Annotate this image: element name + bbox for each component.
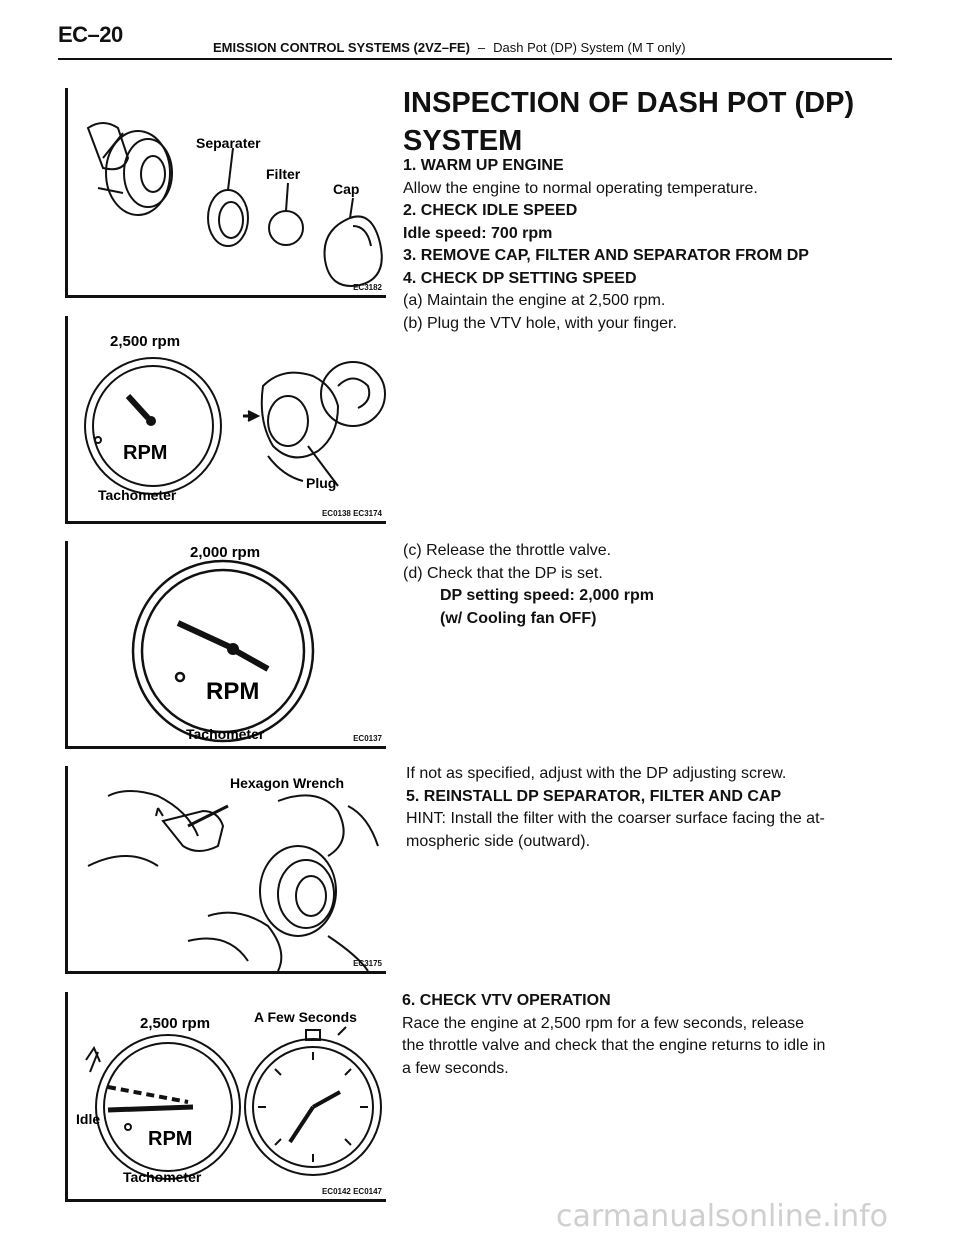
rpm-value-label: 2,500 rpm bbox=[110, 333, 181, 350]
page-title: INSPECTION OF DASH POT (DP) SYSTEM bbox=[403, 87, 855, 157]
tachometer-caption: Tachometer bbox=[98, 487, 177, 503]
idle-label: Idle bbox=[76, 1111, 101, 1127]
step-4-heading: 4. CHECK DP SETTING SPEED bbox=[403, 269, 637, 287]
filter-label: Filter bbox=[266, 166, 301, 182]
step-6 bbox=[402, 990, 872, 1080]
header-separator: – bbox=[477, 40, 486, 55]
dial-rpm-text: RPM bbox=[148, 1128, 193, 1150]
figure-code: EC0137 bbox=[353, 734, 382, 743]
tachometer-caption: Tachometer bbox=[186, 726, 265, 742]
hexagon-wrench-illustration bbox=[68, 766, 386, 971]
page-number: EC–20 bbox=[58, 22, 123, 47]
step-1-text: Allow the engine to normal operating temperature. bbox=[403, 179, 758, 197]
figure-code: EC0142 EC0147 bbox=[321, 1187, 382, 1196]
figure-dp-components bbox=[65, 88, 386, 298]
figure-dp-setting-speed bbox=[65, 541, 386, 749]
step-3-heading: 3. REMOVE CAP, FILTER AND SEPARATOR FROM DP bbox=[403, 247, 809, 264]
idle-speed-spec: Idle speed: 700 rpm bbox=[403, 224, 553, 242]
figure-vtv-operation bbox=[65, 992, 386, 1202]
rpm-value-label: 2,500 rpm bbox=[140, 1015, 211, 1032]
step-6-heading: 6. CHECK VTV OPERATION bbox=[402, 992, 611, 1009]
hint-line-1: HINT: Install the filter with the coarser surface facing the at- bbox=[406, 810, 825, 827]
step-1-heading: 1. WARM UP ENGINE bbox=[403, 157, 564, 174]
step-6-line-1: Race the engine at 2,500 rpm for a few seconds, release bbox=[402, 1014, 805, 1032]
cap-label: Cap bbox=[333, 181, 360, 197]
step-6-line-2: the throttle valve and check that the engine returns to idle in bbox=[402, 1037, 826, 1054]
adjust-text: If not as specified, adjust with the DP adjusting screw. bbox=[406, 765, 787, 782]
a-few-seconds-label: A Few Seconds bbox=[254, 1009, 357, 1025]
tachometer-stopwatch-illustration bbox=[68, 992, 386, 1199]
dial-rpm-text: RPM bbox=[206, 678, 260, 705]
dp-components-illustration bbox=[68, 88, 386, 295]
step-4d-text: (d) Check that the DP is set. bbox=[403, 564, 603, 582]
tachometer-2000-illustration bbox=[68, 541, 386, 746]
step-5-heading: 5. REINSTALL DP SEPARATOR, FILTER AND CAP bbox=[406, 787, 782, 805]
rpm-value-label: 2,000 rpm bbox=[190, 544, 261, 561]
step-4c-text: (c) Release the throttle valve. bbox=[403, 542, 612, 559]
running-header bbox=[213, 40, 686, 55]
tachometer-caption: Tachometer bbox=[123, 1169, 202, 1185]
dial-rpm-text: RPM bbox=[123, 442, 168, 464]
separator-label: Separater bbox=[196, 135, 261, 151]
subsection-title: Dash Pot (DP) System (M T only) bbox=[493, 40, 686, 55]
cooling-fan-spec: (w/ Cooling fan OFF) bbox=[440, 609, 597, 627]
step-6-line-3: a few seconds. bbox=[402, 1059, 509, 1077]
step-4a-text: (a) Maintain the engine at 2,500 rpm. bbox=[403, 292, 666, 309]
hint-line-2: mospheric side (outward). bbox=[406, 832, 591, 850]
figure-plug-vtv-hole bbox=[65, 316, 386, 524]
steps-1-to-4 bbox=[403, 155, 873, 335]
section-title: EMISSION CONTROL SYSTEMS (2VZ–FE) bbox=[213, 40, 470, 55]
hexagon-wrench-label: Hexagon Wrench bbox=[230, 775, 345, 791]
figure-code: EC3182 bbox=[353, 283, 382, 292]
header-rule bbox=[58, 58, 892, 60]
figure-adjust-dp-screw bbox=[65, 766, 386, 974]
figure-code: EC0138 EC3174 bbox=[321, 509, 382, 518]
step-4b-text: (b) Plug the VTV hole, with your finger. bbox=[403, 314, 677, 332]
step-5 bbox=[406, 763, 876, 853]
dp-setting-speed-spec: DP setting speed: 2,000 rpm bbox=[440, 587, 654, 604]
steps-4c-4d bbox=[403, 540, 873, 630]
plug-label: Plug bbox=[306, 475, 337, 491]
watermark: carmanualsonline.info bbox=[556, 1199, 888, 1234]
step-2-heading: 2. CHECK IDLE SPEED bbox=[403, 202, 578, 219]
figure-code: EC3175 bbox=[353, 959, 382, 968]
tachometer-plug-illustration bbox=[68, 316, 386, 521]
